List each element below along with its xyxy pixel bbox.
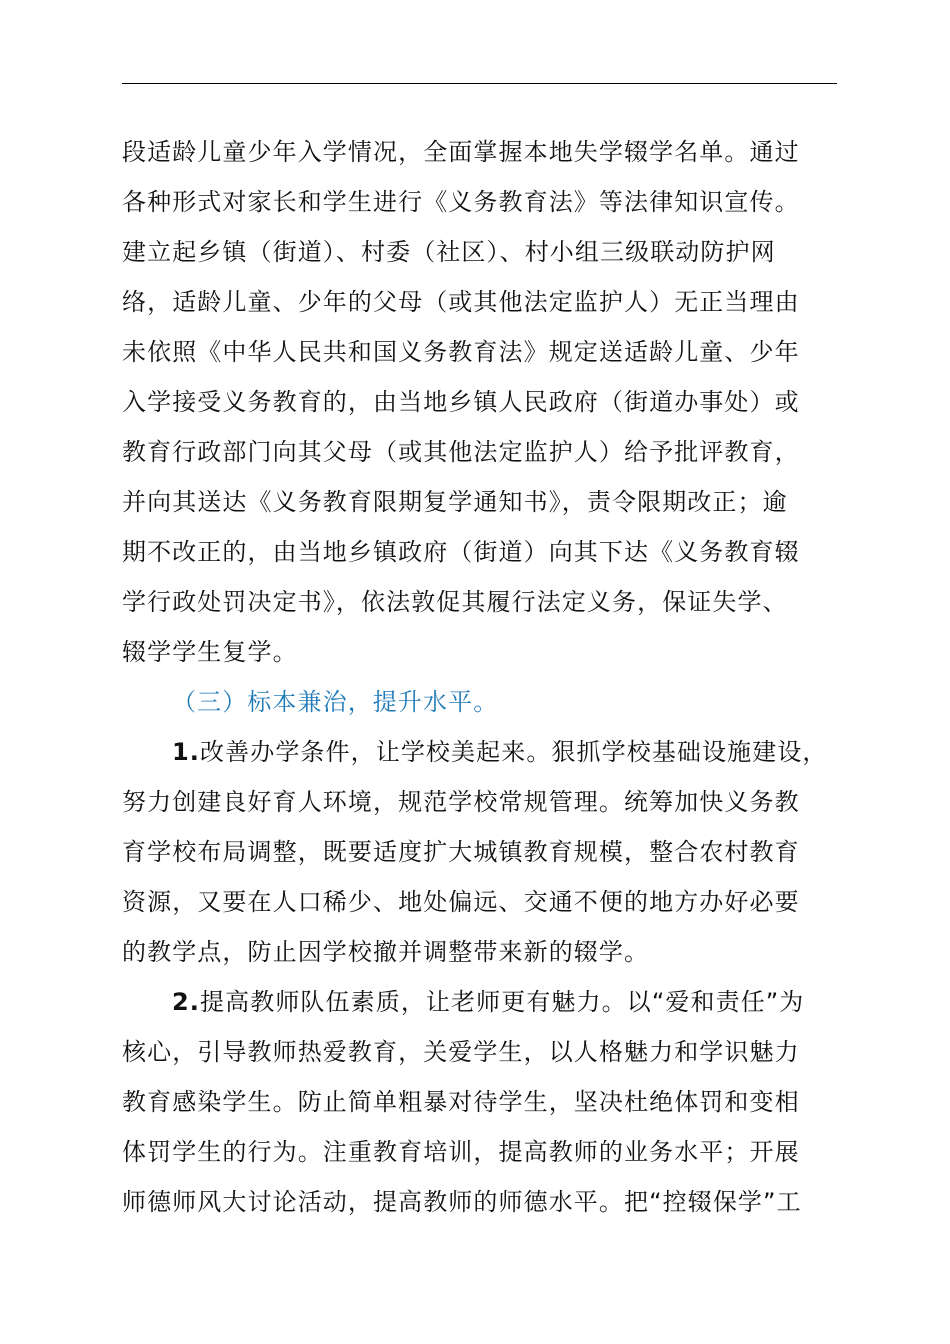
text-line: 段适龄儿童少年入学情况，全面掌握本地失学辍学名单。通过 <box>122 138 800 166</box>
item-first-line <box>122 727 852 777</box>
text-line: 育学校布局调整，既要适度扩大城镇教育规模，整合农村教育 <box>122 838 800 866</box>
item-number: 1. <box>172 738 201 766</box>
document-body <box>122 127 852 1227</box>
paragraph-enrollment <box>122 127 852 677</box>
text-line: 体罚学生的行为。注重教育培训，提高教师的业务水平；开展 <box>122 1138 800 1166</box>
text-line: 努力创建良好育人环境，规范学校常规管理。统筹加快义务教 <box>122 788 800 816</box>
text-line: 辍学学生复学。 <box>122 638 298 666</box>
item-text: 提高教师队伍素质，让老师更有魅力。以“爱和责任”为 <box>200 988 805 1016</box>
item-text: 改善办学条件，让学校美起来。狠抓学校基础设施建设， <box>200 738 828 766</box>
text-line: 学行政处罚决定书》，依法敦促其履行法定义务，保证失学、 <box>122 588 788 616</box>
text-line: 教育行政部门向其父母（或其他法定监护人）给予批评教育， <box>122 438 800 466</box>
text-line: 资源，又要在人口稀少、地处偏远、交通不便的地方办好必要 <box>122 888 800 916</box>
text-line: 并向其送达《义务教育限期复学通知书》，责令限期改正；逾 <box>122 488 788 516</box>
section-heading: （三）标本兼治，提升水平。 <box>172 688 499 716</box>
text-line: 络，适龄儿童、少年的父母（或其他法定监护人）无正当理由 <box>122 288 800 316</box>
text-line: 期不改正的，由当地乡镇政府（街道）向其下达《义务教育辍 <box>122 538 800 566</box>
list-item-1 <box>122 727 852 977</box>
text-line: 未依照《中华人民共和国义务教育法》规定送适龄儿童、少年 <box>122 338 800 366</box>
header-rule <box>122 83 837 84</box>
text-line: 建立起乡镇（街道）、村委（社区）、村小组三级联动防护网 <box>122 238 776 266</box>
text-line: 各种形式对家长和学生进行《义务教育法》等法律知识宣传。 <box>122 188 800 216</box>
text-line: 的教学点，防止因学校撤并调整带来新的辍学。 <box>122 938 650 966</box>
item-number: 2. <box>172 988 201 1016</box>
text-line: 核心，引导教师热爱教育，关爱学生，以人格魅力和学识魅力 <box>122 1038 800 1066</box>
text-line: 入学接受义务教育的，由当地乡镇人民政府（街道办事处）或 <box>122 388 800 416</box>
list-item-2 <box>122 977 852 1227</box>
text-line: 教育感染学生。防止简单粗暴对待学生，坚决杜绝体罚和变相 <box>122 1088 800 1116</box>
text-line: 师德师风大讨论活动，提高教师的师德水平。把“控辍保学”工 <box>122 1188 802 1216</box>
item-first-line <box>122 977 852 1027</box>
